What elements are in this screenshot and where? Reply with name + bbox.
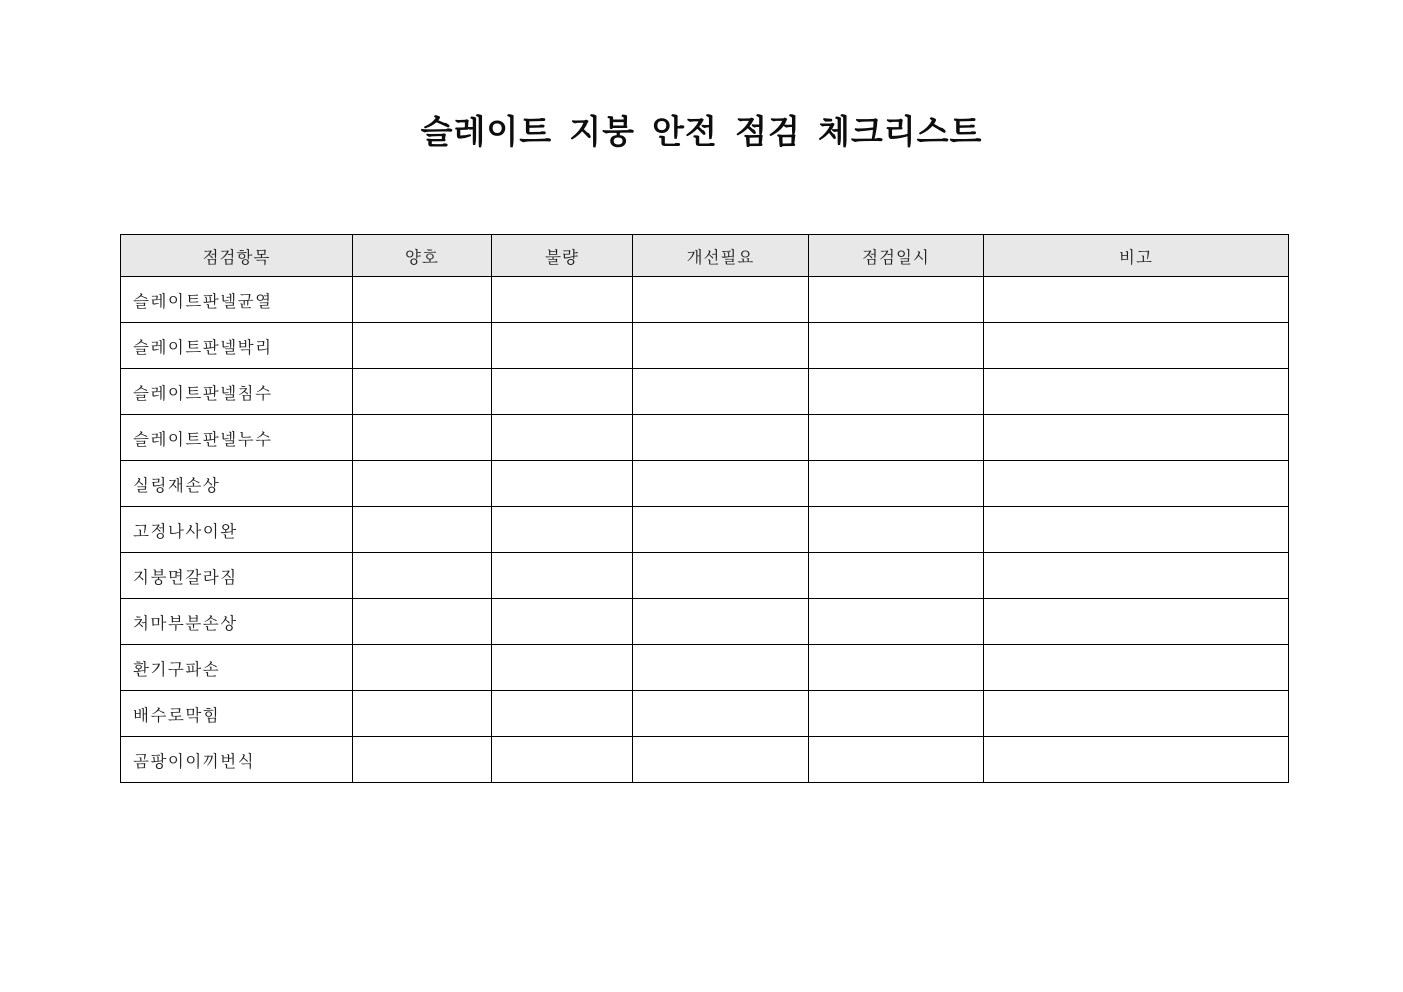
table-row — [121, 553, 1289, 599]
good-cell — [353, 599, 492, 645]
improve-cell — [633, 415, 809, 461]
item-label: 배수로막힘 — [121, 691, 353, 737]
good-cell — [353, 737, 492, 783]
header-improve: 개선필요 — [633, 235, 809, 277]
header-bad: 불량 — [492, 235, 633, 277]
table-row — [121, 369, 1289, 415]
good-cell — [353, 461, 492, 507]
bad-cell — [492, 599, 633, 645]
bad-cell — [492, 277, 633, 323]
bad-cell — [492, 645, 633, 691]
note-cell — [984, 645, 1289, 691]
table-row — [121, 507, 1289, 553]
table-row — [121, 277, 1289, 323]
note-cell — [984, 323, 1289, 369]
table-row — [121, 461, 1289, 507]
note-cell — [984, 461, 1289, 507]
date-cell — [809, 369, 984, 415]
date-cell — [809, 461, 984, 507]
bad-cell — [492, 369, 633, 415]
good-cell — [353, 369, 492, 415]
improve-cell — [633, 645, 809, 691]
note-cell — [984, 507, 1289, 553]
item-label: 실링재손상 — [121, 461, 353, 507]
date-cell — [809, 277, 984, 323]
improve-cell — [633, 553, 809, 599]
good-cell — [353, 645, 492, 691]
bad-cell — [492, 553, 633, 599]
improve-cell — [633, 369, 809, 415]
item-label: 환기구파손 — [121, 645, 353, 691]
good-cell — [353, 507, 492, 553]
date-cell — [809, 599, 984, 645]
item-label: 고정나사이완 — [121, 507, 353, 553]
item-label: 슬레이트판넬균열 — [121, 277, 353, 323]
improve-cell — [633, 691, 809, 737]
good-cell — [353, 553, 492, 599]
note-cell — [984, 599, 1289, 645]
date-cell — [809, 645, 984, 691]
bad-cell — [492, 415, 633, 461]
bad-cell — [492, 507, 633, 553]
note-cell — [984, 415, 1289, 461]
checklist-table-body — [121, 277, 1289, 783]
good-cell — [353, 415, 492, 461]
page-title: 슬레이트 지붕 안전 점검 체크리스트 — [420, 113, 983, 150]
date-cell — [809, 737, 984, 783]
bad-cell — [492, 691, 633, 737]
improve-cell — [633, 599, 809, 645]
bad-cell — [492, 461, 633, 507]
date-cell — [809, 507, 984, 553]
improve-cell — [633, 461, 809, 507]
note-cell — [984, 369, 1289, 415]
improve-cell — [633, 277, 809, 323]
date-cell — [809, 553, 984, 599]
note-cell — [984, 737, 1289, 783]
header-date: 점검일시 — [809, 235, 984, 277]
checklist-table-header — [121, 235, 1289, 277]
good-cell — [353, 323, 492, 369]
item-label: 슬레이트판넬침수 — [121, 369, 353, 415]
improve-cell — [633, 737, 809, 783]
improve-cell — [633, 323, 809, 369]
good-cell — [353, 691, 492, 737]
date-cell — [809, 691, 984, 737]
date-cell — [809, 415, 984, 461]
table-row — [121, 737, 1289, 783]
note-cell — [984, 691, 1289, 737]
item-label: 지붕면갈라짐 — [121, 553, 353, 599]
item-label: 슬레이트판넬박리 — [121, 323, 353, 369]
date-cell — [809, 323, 984, 369]
header-row — [121, 235, 1289, 277]
item-label: 처마부분손상 — [121, 599, 353, 645]
header-note: 비고 — [984, 235, 1289, 277]
note-cell — [984, 553, 1289, 599]
item-label: 슬레이트판넬누수 — [121, 415, 353, 461]
table-row — [121, 691, 1289, 737]
header-good: 양호 — [353, 235, 492, 277]
table-row — [121, 645, 1289, 691]
good-cell — [353, 277, 492, 323]
table-row — [121, 323, 1289, 369]
note-cell — [984, 277, 1289, 323]
improve-cell — [633, 507, 809, 553]
header-item: 점검항목 — [121, 235, 353, 277]
item-label: 곰팡이이끼번식 — [121, 737, 353, 783]
table-row — [121, 599, 1289, 645]
bad-cell — [492, 323, 633, 369]
bad-cell — [492, 737, 633, 783]
table-row — [121, 415, 1289, 461]
checklist-table — [120, 234, 1289, 783]
